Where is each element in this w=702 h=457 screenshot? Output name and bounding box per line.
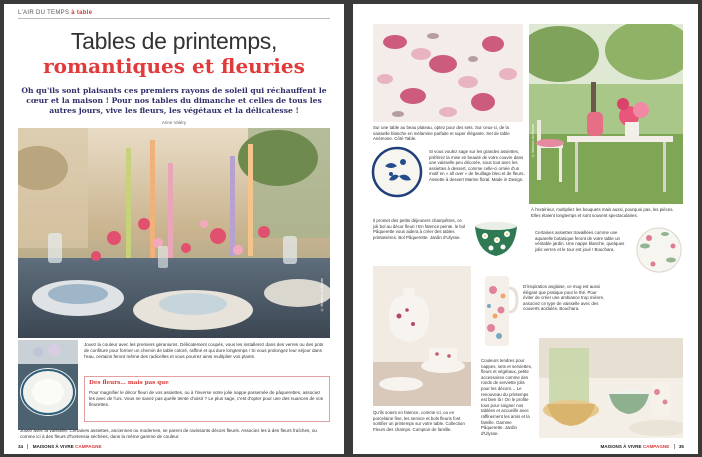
caption-bowl: Il promet des petits déjeuners champêtres, ce joli bol au décor fleuri ! En faïence peinte, le bol Pâquerette vous aidera à créer des tables printanières. Bol Pâquerette. Jardin d'Ulysse. [373,218,466,240]
lead-paragraph: Oh qu'ils sont plaisants ces premiers rayons de soleil qui réchauffent le cœur et la maison ! Pour nos tables du dimanche et celles de tous les autres jours, vive les fleurs, les végétaux et la délicatesse ! [21,86,327,115]
caption-blue-plate: Si vous voulez sage sur les grandes assiettes, préférez la mise en beauté de votre couvre dans une vaisselle peu décorée, sous tout avec les assiettes à dessert, comme celle-ci ornée d'un motif en « all over » de feuillage bleu et de fleurs. Assiette à dessert Marine floral. Made in Design. [429,149,525,182]
right-footer [600,444,684,449]
section-rubric [18,10,92,16]
photo-napkins-bowls [539,338,683,438]
right-page-number: 35 [678,444,684,449]
hero-photo-illustration [18,128,330,338]
left-footer [18,444,102,449]
caption-fabric: Sur une table au beau plateau, optez pour des sets. Sur ceux-ci, de la vaisselle blanche en mélamine parfaite et super élégante. Set de table Anémone. Côté Table. [373,125,510,142]
vintage-plate-illustration [18,340,78,430]
photo-floral-fabric [373,24,523,122]
callout-box [84,376,330,422]
floral-mug-illustration [479,266,519,354]
title-line-1: Tables de printemps, [70,28,278,54]
hero-photo-credit: © Maisons du Monde [320,278,324,312]
rubric-rule [18,18,330,19]
photo-daisy-bowl [471,216,521,260]
footer-divider-right [674,444,675,449]
napkins-bowls-illustration [539,338,683,438]
rubric-accent: à table [71,10,93,16]
tea-set-illustration [373,266,471,406]
title-line-2: romantiques et fleuries [43,54,305,78]
photo-tea-set [373,266,471,406]
callout-text: Pour magnifier le décor fleuri de vos assiettes, ou à l'inverse votre jolie nappe parsemée de pâquerettes, associez les avec de l'uni. Vous ne savez pas quelle teinte choisir ? Le plus sage, c'est d'opter pour une des nuances de vos fleurettes. [89,390,323,407]
photo-vintage-plate [18,340,78,430]
byline: Anne Valéry [161,120,187,125]
caption-napkins: Couleurs tendres pour nappes, sets et serviettes, fleurs et végétaux, petite accessoires comme des ronds de serviette jolis pour les décors… Le renouveau du printemps est bien là ! On le profite tous pour soigner nos tablées et accueillir avec raffinement les amis et la famille. Gamme Pâquerette. Jardin d'Ulysse. [481,358,533,436]
garden-photo-credit: © Maisons du Monde [531,124,535,158]
floral-fabric-illustration [373,24,523,122]
left-page-number: 34 [18,444,24,449]
garden-table-illustration [529,24,683,204]
photo-watercolor-plate [635,226,683,274]
blue-plate-illustration [371,146,423,198]
caption-tea-set: Qu'ils soient en faïence, comme ici, ou en porcelaine fine, les service et bols fleuris font sortifier un printemps sur votre table. Collection Fleurs des champs. Comptoir de famille. [373,410,465,432]
caption-garden: À l'extérieur, multipliez les bouquets mais aussi, pourquoi pas, les pièces. Elles étaient longtemps et sont souvent spectaculaires. [531,207,674,218]
caption-geraniums: Jouez la couleur avec les premiers géraniums. Délicatement coupés, vous les installerez dans des verres ou des pots de confiture pour former un chemin de table coloré, raffiné et qui dure longtemps ! Si vous prolongez leur séjour dans l'eau, certains feront même des radicelles et vous pourrez ainsi multiplier vos plants. [84,342,324,359]
caption-english-mug: D'inspiration anglaise, ce mug est aussi élégant que pratique pour le thé. Pour éviter de créer une ambiance trop mièvre, associez ce type de vaisselle avec des couverts acidulés. Bouchara. [523,284,605,312]
left-footer-section: CAMPAGNE [75,444,102,449]
footer-divider [27,444,28,449]
right-page [353,4,698,454]
photo-garden-table [529,24,683,204]
caption-vintage-plates: Jouez avec la vaisselle. Certaines assiettes, anciennes ou modernes, se parent de ravissants décors fleuris. Associez les à des fleurs fraîches, ou comme ici à des fleurs d'hortensia séchées, dans la même gamme de couleur. [20,428,317,439]
left-footer-brand: MAISONS À VIVRE [32,444,74,449]
callout-title: Des fleurs… mais pas que [89,380,169,386]
rubric-text: L'AIR DU TEMPS [18,10,70,16]
right-footer-section: CAMPAGNE [642,444,670,449]
daisy-bowl-illustration [471,216,521,260]
hero-photo-table [18,128,330,338]
right-footer-brand: MAISONS À VIVRE [600,444,642,449]
photo-blue-plate [371,146,423,198]
caption-watercolor-plate: Certaines assiettes travaillées comme une aquarelle botanique feront de votre table un véritable jardin. Une nappe blanche, quelques jolis verres et le tour est joué ! Bouchara. [535,230,625,252]
watercolor-plate-illustration [635,226,683,274]
photo-floral-mug [479,266,519,354]
left-page [4,4,344,454]
